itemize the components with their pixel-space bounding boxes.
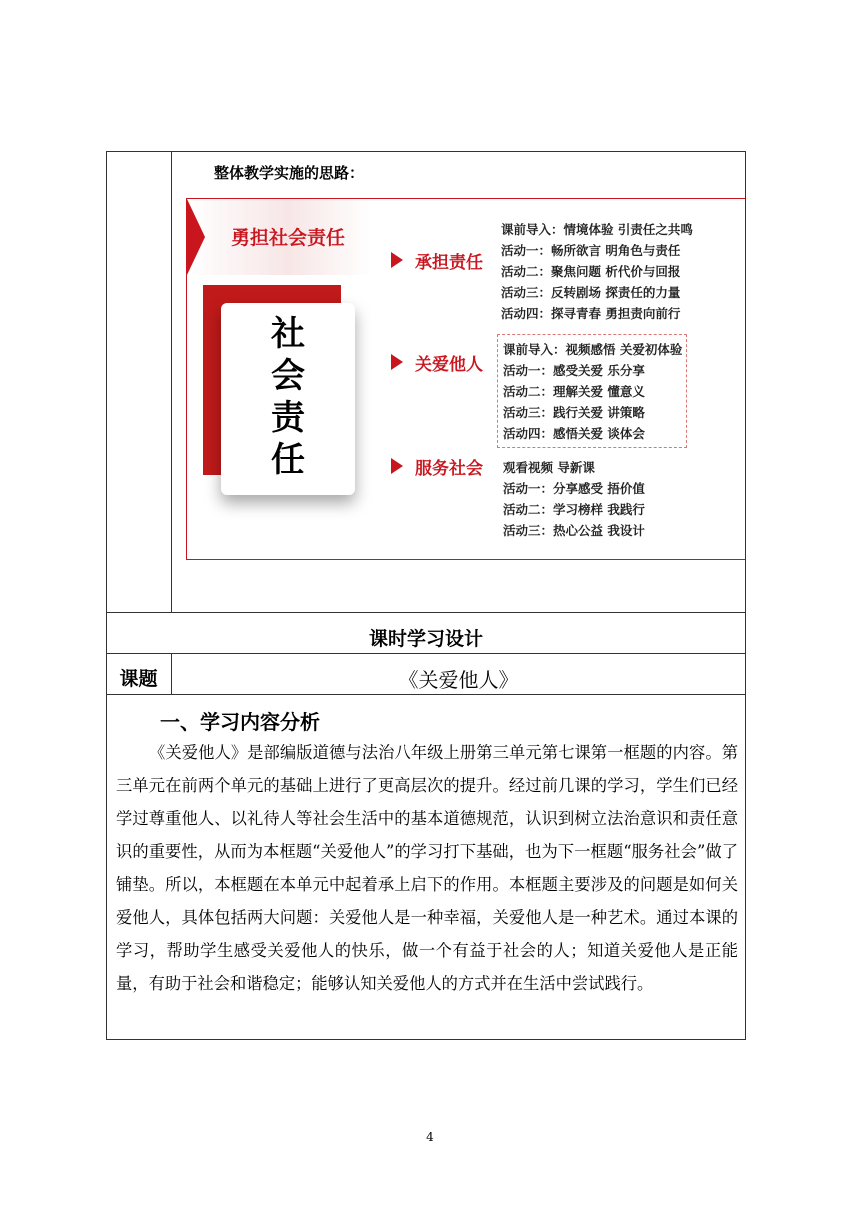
center-title-char: 社	[271, 314, 305, 354]
branch-arrow-icon	[391, 252, 403, 268]
activity-item: 活动四：感悟关爱 谈体会	[503, 426, 645, 441]
activity-item: 活动三：反转剧场 探责任的力量	[501, 285, 681, 300]
topic-label: 课题	[119, 668, 158, 690]
activity-item: 课前导入：视频感悟 关爱初体验	[503, 342, 683, 357]
activity-item: 课前导入：情境体验 引责任之共鸣	[501, 222, 693, 237]
branch-arrow-icon	[391, 458, 403, 474]
activity-item: 活动二：聚焦问题 析代价与回报	[501, 264, 681, 279]
branch-activities	[501, 219, 693, 324]
branch-title: 承担责任	[415, 253, 483, 273]
center-title	[221, 313, 355, 481]
branch-title: 关爱他人	[415, 355, 483, 375]
center-title-char: 任	[271, 440, 305, 480]
row-divider-topic	[106, 653, 746, 654]
section-body-text: 《关爱他人》是部编版道德与法治八年级上册第三单元第七课第一框题的内容。第三单元在前两个单元的基础上进行了更高层次的提升。经过前几课的学习，学生们已经学过尊重他人、以礼待人等社会生活中的基本道德规范，认识到树立法治意识和责任意识的重要性，从而为本框题“关爱他人”的学习打下基础，也为下一框题“服务社会”做了铺垫。所以，本框题在本单元中起着承上启下的作用。本框题主要涉及的问题是如何关爱他人，具体包括两大问题：关爱他人是一种幸福，关爱他人是一种艺术。通过本课的学习，帮助学生感受关爱他人的快乐，做一个有益于社会的人；知道关爱他人是正能量，有助于社会和谐稳定；能够认知关爱他人的方式并在生活中尝试践行。	[116, 743, 738, 993]
implementation-idea-label: 整体教学实施的思路：	[214, 164, 365, 182]
center-title-char: 会	[271, 356, 305, 396]
banner-wedge-shape	[187, 199, 205, 275]
row-divider-design	[106, 612, 746, 613]
activity-item: 活动三：热心公益 我设计	[503, 523, 645, 538]
activity-item: 活动二：理解关爱 懂意义	[503, 384, 645, 399]
activity-item: 活动一：感受关爱 乐分享	[503, 363, 645, 378]
teaching-plan-diagram	[186, 198, 745, 560]
lesson-design-title: 课时学习设计	[368, 628, 483, 650]
activity-item: 活动一：分享感受 捂价值	[503, 481, 645, 496]
activity-item: 活动一：畅所欲言 明角色与责任	[501, 243, 681, 258]
banner-title: 勇担社会责任	[231, 227, 346, 249]
left-column-divider	[171, 151, 172, 612]
branch-arrow-icon	[391, 354, 403, 370]
activity-item: 活动四：探寻青春 勇担责向前行	[501, 306, 681, 321]
activity-item: 活动三：践行关爱 讲策略	[503, 405, 645, 420]
branch-activities	[503, 339, 682, 444]
row-divider-content	[106, 694, 746, 695]
topic-value: 《关爱他人》	[398, 668, 519, 692]
page-number: 4	[426, 1130, 434, 1144]
activity-item: 活动二：学习榜样 我践行	[503, 502, 645, 517]
activity-item: 观看视频 导新课	[503, 460, 595, 475]
branch-title: 服务社会	[415, 459, 483, 479]
center-title-card	[221, 303, 355, 495]
branch-activities	[503, 457, 645, 541]
center-title-char: 责	[271, 398, 305, 438]
section-heading: 一、学习内容分析	[160, 710, 320, 734]
diagram-banner	[187, 199, 372, 275]
